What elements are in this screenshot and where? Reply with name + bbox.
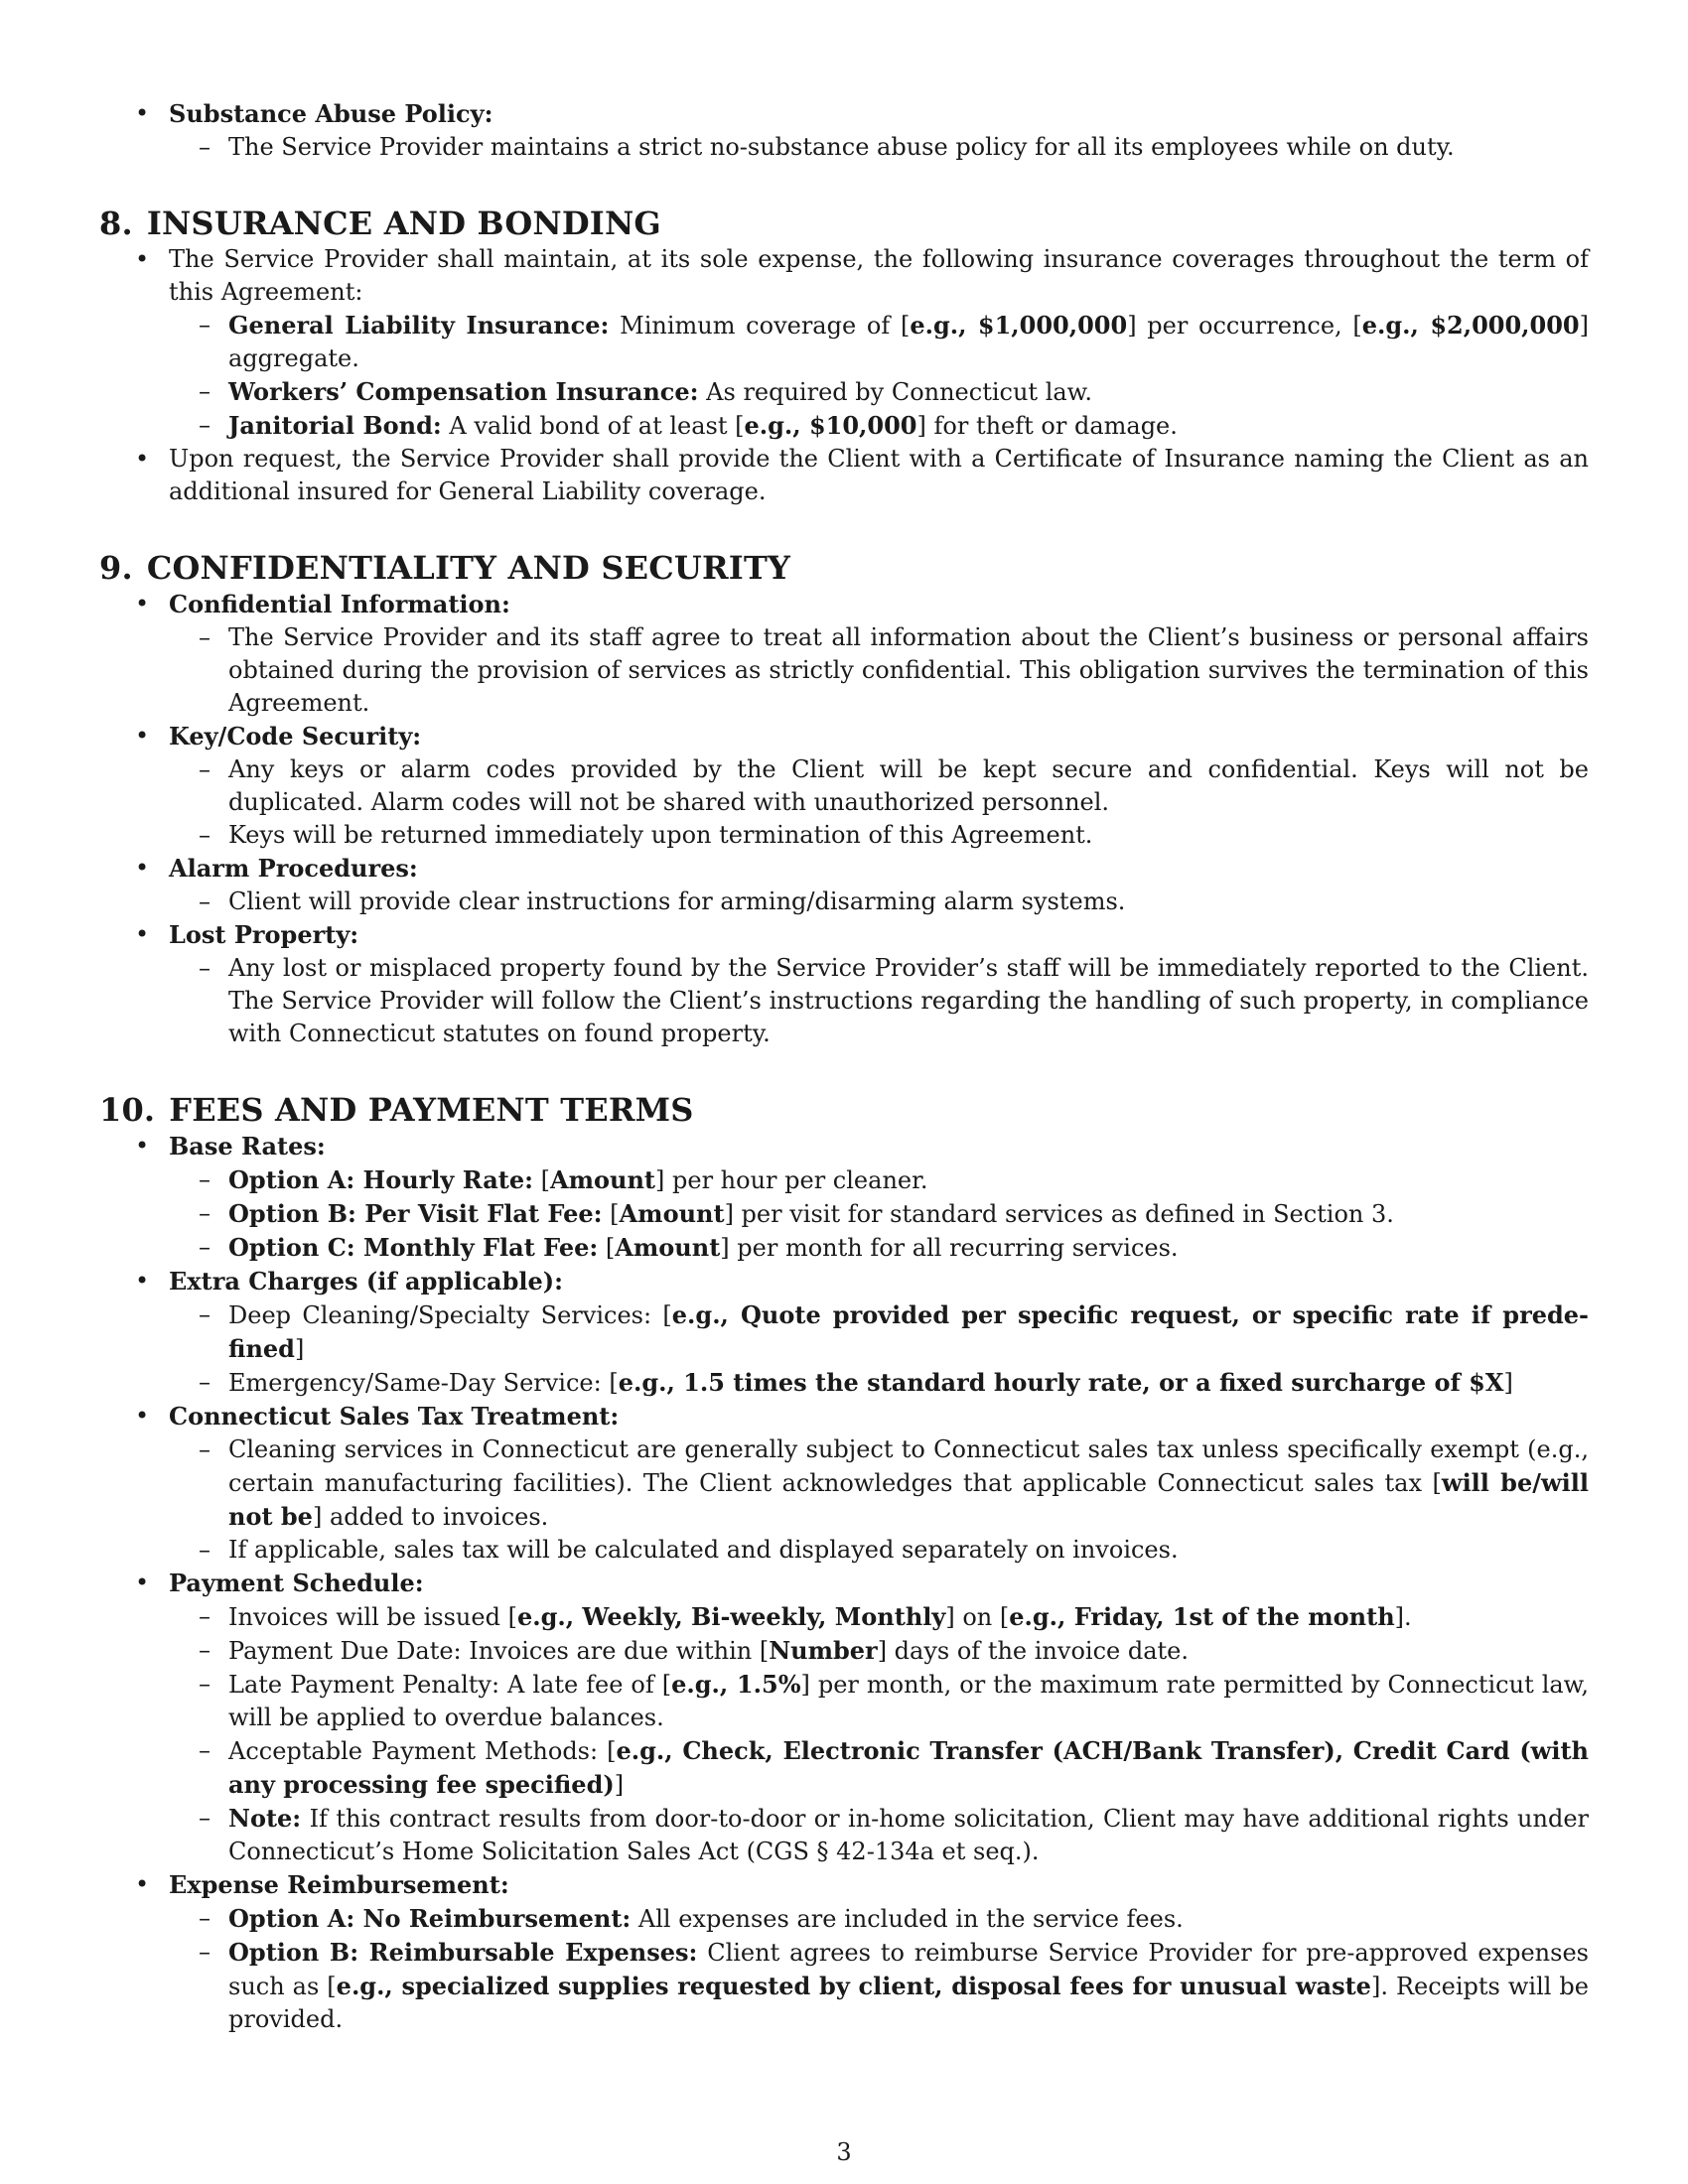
item-text: Emergency/Same-Day Service: [ xyxy=(228,1369,619,1397)
sublist xyxy=(169,309,1589,443)
item-text: ] for theft or damage. xyxy=(916,412,1178,440)
sublist-item: – Any keys or alarm codes provided by the Client will be kept secure and confidential. Keys will not be duplicated. Alarm codes will not be shared with unauthorized personnel. xyxy=(169,753,1589,819)
section-list xyxy=(99,1130,1589,2036)
item-text: ] per month for all recurring services. xyxy=(720,1234,1179,1262)
list-item-title: Confidential Information: xyxy=(169,590,510,618)
item-text: Late Payment Penalty: A late fee of [ xyxy=(228,1671,672,1699)
placeholder-value: Number xyxy=(769,1636,878,1665)
list-item-text: • The Service Provider shall maintain, at its sole expense, the following insurance coverages throughout the term of this Agreement: xyxy=(169,245,1589,306)
list-item-title: Key/Code Security: xyxy=(169,722,422,751)
placeholder-value: e.g., Quote provided per specific request, or specific rate if prede-fined xyxy=(228,1300,1590,1363)
placeholder-value: e.g., Weekly, Bi-weekly, Monthly xyxy=(516,1602,946,1631)
sublist-item xyxy=(169,375,1589,409)
placeholder-value: e.g., 1.5 times the standard hourly rate, or a fixed surcharge of $X xyxy=(618,1368,1504,1397)
list-item-title: Connecticut Sales Tax Treatment: xyxy=(169,1402,620,1431)
section-heading xyxy=(99,204,1589,243)
page-number: 3 xyxy=(836,2138,852,2166)
list-item-title: Expense Reimbursement: xyxy=(169,1870,509,1899)
sublist-item xyxy=(169,1231,1589,1265)
item-label: Option A: Hourly Rate: xyxy=(228,1165,533,1194)
sublist-item xyxy=(169,1298,1589,1366)
section-list xyxy=(99,588,1589,1050)
item-text: Acceptable Payment Methods: [ xyxy=(228,1737,617,1765)
item-text: [ xyxy=(602,1200,620,1228)
sublist-item xyxy=(169,1600,1589,1634)
item-text: If this contract results from door-to-door or in-home solicitation, Client may have additional rights under Connecticut’s Home Solicitation Sales Act (CGS § 42-134a et seq.). xyxy=(228,1805,1589,1865)
list-item xyxy=(99,588,1589,720)
item-text: ] per month, or the maximum rate permitted by Connecticut law, will be applied to overdue balances. xyxy=(228,1671,1589,1731)
item-text: ] added to invoices. xyxy=(312,1503,549,1531)
item-text: [ xyxy=(533,1166,550,1194)
item-text: ] per occurrence, [ xyxy=(1127,312,1362,340)
sublist xyxy=(169,1163,1589,1265)
sublist xyxy=(169,1600,1589,1868)
item-label: Option B: Reimbursable Expenses: xyxy=(228,1938,698,1967)
item-text: ] on [ xyxy=(945,1603,1010,1631)
item-label: Option B: Per Visit Flat Fee: xyxy=(228,1199,603,1228)
section-confidentiality xyxy=(99,548,1589,1050)
section-heading xyxy=(99,1090,1589,1130)
list-item-title: Payment Schedule: xyxy=(169,1569,424,1597)
sublist-item: – If applicable, sales tax will be calculated and displayed separately on invoices. xyxy=(169,1534,1589,1567)
sublist-item: – Keys will be returned immediately upon termination of this Agreement. xyxy=(169,819,1589,852)
item-text: ] xyxy=(294,1335,305,1363)
sublist-item xyxy=(169,1734,1589,1802)
item-text: ] xyxy=(1503,1369,1513,1397)
sublist-item: – The Service Provider maintains a strict no-substance abuse policy for all its employees while on duty. xyxy=(169,131,1589,164)
list-item-title: Base Rates: xyxy=(169,1132,326,1160)
list-item xyxy=(99,852,1589,918)
item-text: Cleaning services in Connecticut are generally subject to Connecticut sales tax unless specifically exempt (e.g., certain manufacturing facilities). The Client acknowledges that applicable Connecticut sales tax [ xyxy=(228,1435,1589,1497)
placeholder-value: e.g., Check, Electronic Transfer (ACH/Bank Transfer), Credit Card (with any processing fee specified) xyxy=(228,1736,1589,1799)
item-text: ] xyxy=(614,1771,625,1799)
sublist-item xyxy=(169,1668,1589,1734)
item-text: As required by Connecticut law. xyxy=(698,378,1092,406)
list-item-text: • Upon request, the Service Provider shall provide the Client with a Certificate of Insurance naming the Client as an additional insured for General Liability coverage. xyxy=(169,445,1589,505)
list-item-title: Alarm Procedures: xyxy=(169,854,418,883)
item-text: Client agrees to reimburse Service Provider for pre-approved expenses such as [ xyxy=(228,1939,1589,2000)
section-number: 8. xyxy=(99,205,133,242)
section-title: INSURANCE AND BONDING xyxy=(146,205,661,242)
section-number: 9. xyxy=(99,549,133,587)
item-text: Invoices will be issued [ xyxy=(228,1603,517,1631)
list-item xyxy=(99,1868,1589,2036)
item-text: ] days of the invoice date. xyxy=(877,1637,1189,1665)
sublist-item xyxy=(169,409,1589,443)
list-item xyxy=(99,1130,1589,1265)
section-heading xyxy=(99,548,1589,588)
sublist-item xyxy=(169,1936,1589,2036)
item-label: Option A: No Reimbursement: xyxy=(228,1904,632,1933)
sublist-item xyxy=(169,1433,1589,1534)
sublist xyxy=(169,1902,1589,2036)
sublist-item: – The Service Provider and its staff agree to treat all information about the Client’s business or personal affairs obtained during the provision of services as strictly confidential. This obligation survives the termination of this Agreement. xyxy=(169,621,1589,720)
item-text: A valid bond of at least [ xyxy=(441,412,745,440)
sublist xyxy=(169,952,1589,1050)
section-insurance xyxy=(99,204,1589,508)
item-label: Note: xyxy=(228,1804,302,1833)
placeholder-value: e.g., $1,000,000 xyxy=(910,311,1128,340)
placeholder-value: e.g., specialized supplies requested by client, disposal fees for unusual waste xyxy=(336,1972,1371,2000)
item-text: Minimum coverage of [ xyxy=(609,312,911,340)
placeholder-value: e.g., $2,000,000 xyxy=(1361,311,1580,340)
sublist xyxy=(169,621,1589,720)
section-fees xyxy=(99,1090,1589,2036)
list-item xyxy=(99,1265,1589,1400)
list-item xyxy=(99,1400,1589,1567)
list-item xyxy=(99,720,1589,852)
sublist xyxy=(169,1433,1589,1567)
list-item-title: Lost Property: xyxy=(169,920,359,949)
item-text: Payment Due Date: Invoices are due within [ xyxy=(228,1637,770,1665)
section-list xyxy=(99,243,1589,508)
item-text: ] per hour per cleaner. xyxy=(655,1166,928,1194)
item-text: [ xyxy=(598,1234,616,1262)
placeholder-value: Amount xyxy=(615,1233,721,1262)
item-text: ]. Receipts will be provided. xyxy=(228,1973,1590,2033)
section-title: FEES AND PAYMENT TERMS xyxy=(169,1091,694,1129)
sublist-item xyxy=(169,309,1589,375)
item-text: ]. xyxy=(1394,1603,1412,1631)
sublist-item xyxy=(169,1634,1589,1668)
list-item xyxy=(99,243,1589,443)
sublist xyxy=(169,1298,1589,1400)
substance-title: Substance Abuse Policy: xyxy=(169,99,493,128)
item-text: All expenses are included in the service fees. xyxy=(631,1905,1184,1933)
placeholder-value: e.g., 1.5% xyxy=(671,1670,801,1699)
substance-list xyxy=(99,97,1589,164)
sublist xyxy=(169,886,1589,918)
item-text: ] aggregate. xyxy=(228,312,1590,372)
placeholder-value: e.g., $10,000 xyxy=(744,411,917,440)
page-content xyxy=(99,97,1589,2036)
item-label: Workers’ Compensation Insurance: xyxy=(228,377,699,406)
sublist-item xyxy=(169,1366,1589,1400)
sublist xyxy=(169,753,1589,852)
list-item xyxy=(99,97,1589,164)
placeholder-value: e.g., Friday, 1st of the month xyxy=(1009,1602,1395,1631)
sublist-item xyxy=(169,1802,1589,1868)
item-label: Janitorial Bond: xyxy=(228,411,442,440)
sublist-item xyxy=(169,1197,1589,1231)
list-item xyxy=(99,1567,1589,1868)
placeholder-value: Amount xyxy=(550,1165,656,1194)
list-item-title: Extra Charges (if applicable): xyxy=(169,1267,563,1296)
item-label: Option C: Monthly Flat Fee: xyxy=(228,1233,599,1262)
item-text: ] per visit for standard services as defined in Section 3. xyxy=(724,1200,1394,1228)
item-label: General Liability Insurance: xyxy=(228,311,610,340)
list-item xyxy=(99,443,1589,508)
list-item xyxy=(99,918,1589,1050)
placeholder-value: Amount xyxy=(619,1199,725,1228)
sublist-item xyxy=(169,1902,1589,1936)
section-number: 10. xyxy=(99,1091,156,1129)
item-text: Deep Cleaning/Specialty Services: [ xyxy=(228,1301,672,1329)
sublist-item xyxy=(169,1163,1589,1197)
sublist-item: – Client will provide clear instructions for arming/disarming alarm systems. xyxy=(169,886,1589,918)
placeholder-value: will be/will not be xyxy=(228,1468,1589,1531)
section-title: CONFIDENTIALITY AND SECURITY xyxy=(146,549,791,587)
sublist-item: – Any lost or misplaced property found by the Service Provider’s staff will be immediately reported to the Client. The Service Provider will follow the Client’s instructions regarding the handling of such property, in compliance with Connecticut statutes on found property. xyxy=(169,952,1589,1050)
sublist xyxy=(169,131,1589,164)
